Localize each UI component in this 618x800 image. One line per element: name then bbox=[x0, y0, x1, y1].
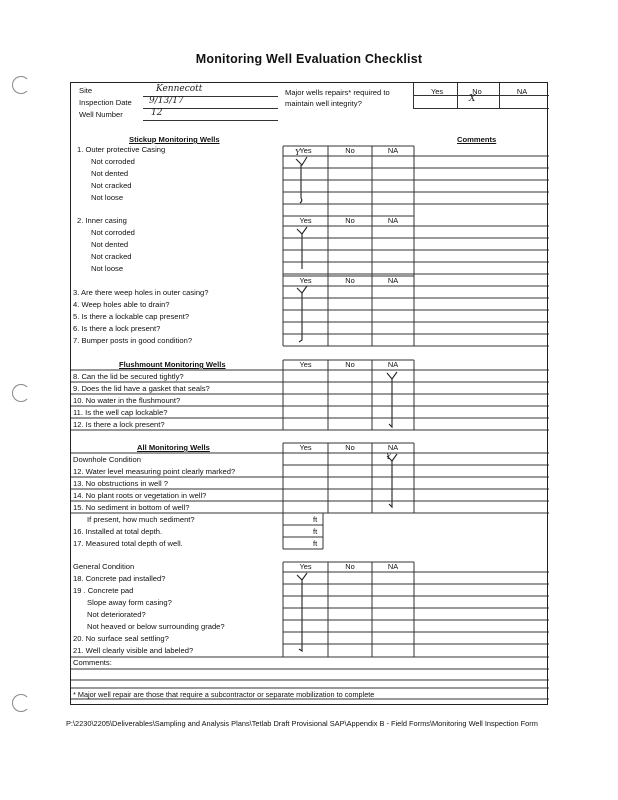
item-2c: Not cracked bbox=[91, 252, 132, 261]
inner-na-header: NA bbox=[387, 216, 399, 225]
gen-yes-header: Yes bbox=[299, 562, 312, 571]
all-wells-title: All Monitoring Wells bbox=[137, 443, 210, 452]
item-7: 7. Bumper posts in good condition? bbox=[73, 336, 193, 345]
inner-no-header: No bbox=[345, 216, 355, 225]
file-path: P:\2230\2205\Deliverables\Sampling and Analysis Plans\Tetlab Draft Provisional SAP\Appendix B - Field Forms\Monitoring Well Inspection Form bbox=[66, 719, 538, 728]
inspection-date-label: Inspection Date bbox=[79, 98, 132, 107]
general-heading: General Condition bbox=[73, 562, 135, 571]
item-19a: Slope away form casing? bbox=[87, 598, 172, 607]
q3-na-header: NA bbox=[387, 276, 399, 285]
item-1: 1. Outer protective Casing bbox=[77, 145, 166, 154]
downhole-heading: Downhole Condition bbox=[73, 455, 141, 464]
item-2: 2. Inner casing bbox=[77, 216, 127, 225]
footnote: * Major well repair are those that require a subcontractor or separate mobilization to complete bbox=[73, 690, 375, 699]
item-19b: Not deteriorated? bbox=[87, 610, 146, 619]
item-2b: Not dented bbox=[91, 240, 129, 249]
item-15a: If present, how much sediment? bbox=[87, 515, 195, 524]
sediment-ft-unit: ft bbox=[313, 515, 318, 524]
stickup-no-header: No bbox=[345, 146, 355, 155]
flush-na-header: NA bbox=[387, 360, 399, 369]
item-19c: Not heaved or below surrounding grade? bbox=[87, 622, 225, 631]
item-14: 14. No plant roots or vegetation in well? bbox=[73, 491, 207, 500]
measured-ft-unit: ft bbox=[313, 539, 318, 548]
item-1b: Not dented bbox=[91, 169, 129, 178]
item-9: 9. Does the lid have a gasket that seals? bbox=[73, 384, 210, 393]
item-10: 10. No water in the flushmount? bbox=[73, 396, 181, 405]
item-20: 20. No surface seal settling? bbox=[73, 634, 169, 643]
item-2d: Not loose bbox=[91, 264, 124, 273]
all-na-header: NA bbox=[387, 443, 399, 452]
comments-title: Comments bbox=[457, 135, 497, 144]
item-2a: Not corroded bbox=[91, 228, 135, 237]
well-number-value[interactable]: 12 bbox=[151, 108, 163, 118]
item-3: 3. Are there weep holes in outer casing? bbox=[73, 288, 209, 297]
flushmount-title: Flushmount Monitoring Wells bbox=[119, 360, 226, 369]
punch-hole-bottom bbox=[12, 694, 30, 712]
item-12: 12. Is there a lock present? bbox=[73, 420, 165, 429]
item-1c: Not cracked bbox=[91, 181, 132, 190]
punch-hole-middle bbox=[12, 384, 30, 402]
all-no-header: No bbox=[345, 443, 355, 452]
gen-na-header: NA bbox=[387, 562, 399, 571]
form-title: Monitoring Well Evaluation Checklist bbox=[195, 52, 423, 66]
well-number-label: Well Number bbox=[79, 110, 123, 119]
repairs-question: Major wells repairs* required to maintain well integrity? bbox=[285, 88, 390, 108]
item-19: 19 . Concrete pad bbox=[73, 586, 134, 595]
all-na-mark[interactable]: Y bbox=[386, 452, 392, 461]
stickup-na-header: NA bbox=[387, 146, 399, 155]
comments-label: Comments: bbox=[73, 658, 112, 667]
gen-no-header: No bbox=[345, 562, 355, 571]
item-11: 11. Is the well cap lockable? bbox=[73, 408, 168, 417]
all-yes-header: Yes bbox=[299, 443, 312, 452]
stickup-yes-header: Yes bbox=[299, 146, 312, 155]
item-4: 4. Weep holes able to drain? bbox=[73, 300, 170, 309]
item-13: 13. No obstructions in well ? bbox=[73, 479, 168, 488]
repairs-no-mark[interactable]: X bbox=[469, 94, 476, 104]
q3-no-header: No bbox=[345, 276, 355, 285]
inspection-date-value[interactable]: 9/13/17 bbox=[149, 96, 184, 106]
item-21: 21. Well clearly visible and labeled? bbox=[73, 646, 194, 655]
inner-yes-header: Yes bbox=[299, 216, 312, 225]
item-1d: Not loose bbox=[91, 193, 124, 202]
installed-ft-unit: ft bbox=[313, 527, 318, 536]
item-12-water: 12. Water level measuring point clearly marked? bbox=[73, 467, 236, 476]
item-18: 18. Concrete pad installed? bbox=[73, 574, 166, 583]
item-16: 16. Installed at total depth. bbox=[73, 527, 163, 536]
item-8: 8. Can the lid be secured tightly? bbox=[73, 372, 184, 381]
repairs-no-header: No bbox=[472, 87, 482, 96]
site-label: Site bbox=[79, 86, 93, 95]
repairs-na-header: NA bbox=[516, 87, 528, 96]
item-1a: Not corroded bbox=[91, 157, 135, 166]
repairs-yes-header: Yes bbox=[430, 87, 444, 96]
q3-yes-header: Yes bbox=[299, 276, 312, 285]
item-5: 5. Is there a lockable cap present? bbox=[73, 312, 190, 321]
item-17: 17. Measured total depth of well. bbox=[73, 539, 183, 548]
item-6: 6. Is there a lock present? bbox=[73, 324, 161, 333]
flush-no-header: No bbox=[345, 360, 355, 369]
flush-yes-header: Yes bbox=[299, 360, 312, 369]
checklist-form bbox=[70, 82, 548, 705]
punch-hole-top bbox=[12, 76, 30, 94]
stickup-yes-mark[interactable]: Y bbox=[295, 148, 301, 157]
site-value[interactable]: Kennecott bbox=[156, 84, 203, 94]
item-15: 15. No sediment in bottom of well? bbox=[73, 503, 190, 512]
form-rules bbox=[71, 83, 549, 706]
stickup-title: Stickup Monitoring Wells bbox=[129, 135, 220, 144]
